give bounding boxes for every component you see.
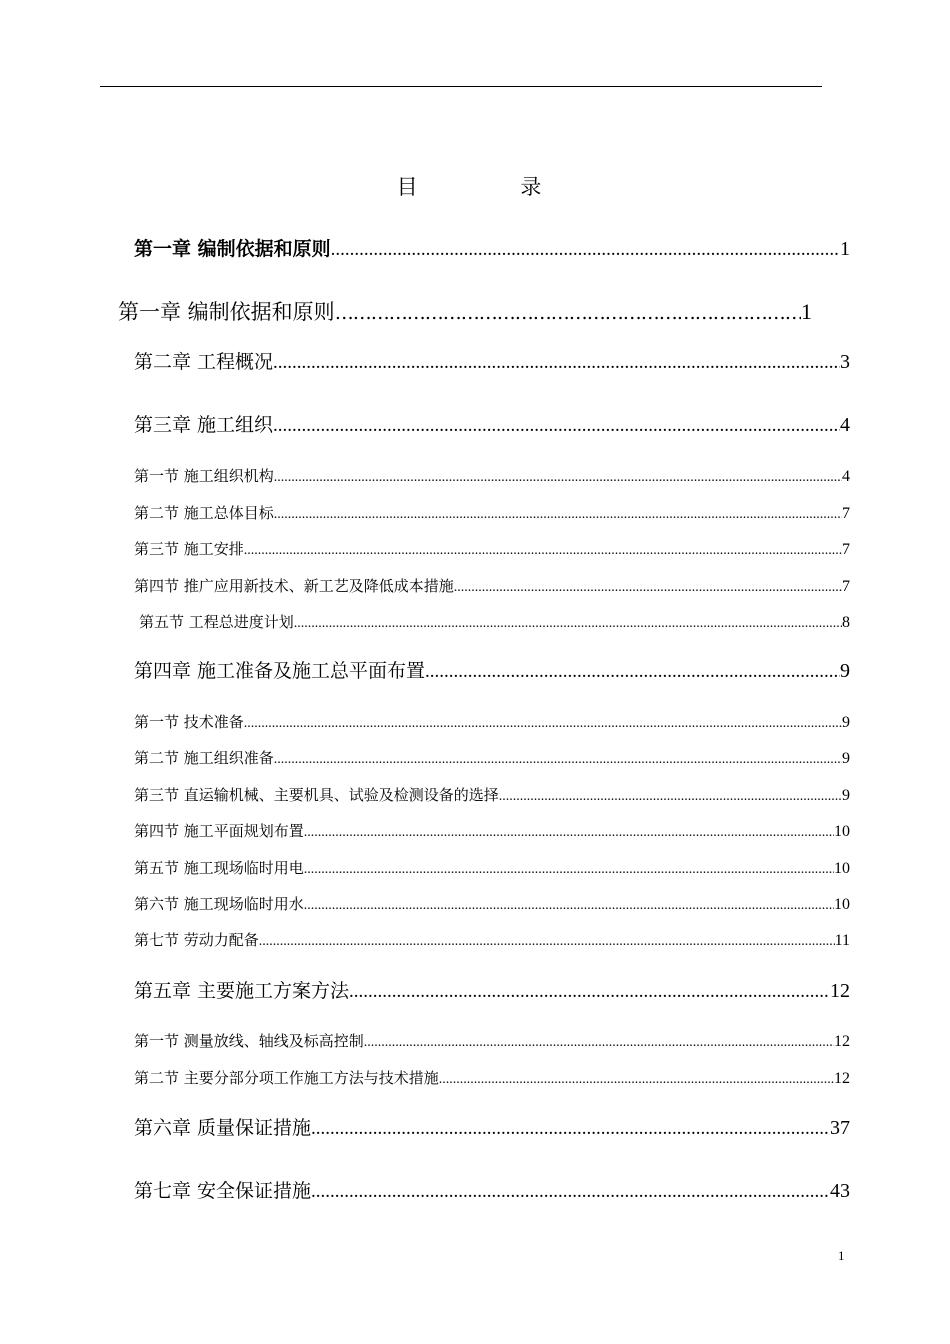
toc-entry-page: 37 [830, 1117, 850, 1139]
toc-leader-dots [244, 713, 842, 735]
toc-entry-label: 第六章 质量保证措施 [134, 1117, 312, 1139]
toc-leader-dots [454, 577, 842, 599]
toc-entry-chapter-1[interactable] [134, 235, 850, 264]
toc-entry-label: 第七章 安全保证措施 [134, 1180, 312, 1202]
toc-entry-section-5-1[interactable] [134, 1030, 850, 1054]
toc-entry-chapter-3[interactable] [134, 411, 850, 440]
toc-leader-dots [294, 613, 842, 635]
toc-entry-label: 第一节 测量放线、轴线及标高控制 [134, 1032, 364, 1050]
toc-entry-page: 12 [834, 1033, 850, 1050]
toc-entry-chapter-5[interactable] [134, 977, 850, 1006]
toc-leader-dots [274, 749, 842, 771]
toc-leader-dots [311, 1178, 830, 1206]
toc-entry-page: 12 [830, 980, 850, 1002]
toc-leader-dots [259, 931, 835, 953]
toc-entry-label: 第六节 施工现场临时用水 [134, 895, 304, 913]
toc-entry-label: 第五章 主要施工方案方法 [134, 980, 350, 1002]
toc-entry-label: 第五节 工程总进度计划 [139, 613, 294, 631]
toc-leader-dots [244, 540, 842, 562]
toc-entry-page: 3 [840, 351, 850, 373]
toc-entry-label: 第一节 技术准备 [134, 713, 244, 731]
toc-entry-label: 第二章 工程概况 [134, 351, 274, 373]
toc-entry-section-5-2[interactable] [134, 1067, 850, 1091]
toc-entry-page: 7 [842, 505, 850, 522]
toc-entry-page: 10 [834, 823, 850, 840]
toc-leader-dots [274, 504, 842, 526]
toc-entry-label: 第一章 编制依据和原则 [134, 238, 331, 260]
toc-title: 目 录 [396, 175, 590, 199]
toc-leader-dots [331, 236, 840, 264]
toc-entry-chapter-4[interactable] [134, 657, 850, 686]
toc-entry-label: 第一节 施工组织机构 [134, 467, 274, 485]
toc-leader-dots [311, 1115, 830, 1143]
toc-entry-page: 7 [842, 541, 850, 558]
toc-entry-label: 第四节 施工平面规划布置 [134, 822, 304, 840]
toc-leader-dots [304, 895, 834, 917]
toc-entry-section-3-5[interactable] [139, 611, 850, 635]
toc-entry-chapter-2[interactable] [134, 348, 850, 377]
toc-entry-label: 第二节 主要分部分项工作施工方法与技术措施 [134, 1069, 439, 1087]
toc-entry-page: 4 [842, 468, 850, 485]
toc-entry-page: 4 [840, 414, 850, 436]
header-rule [100, 86, 822, 87]
toc-entry-section-4-3[interactable] [134, 784, 850, 808]
toc-entry-page: 11 [834, 932, 850, 949]
toc-entry-label: 第四节 推广应用新技术、新工艺及降低成本措施 [134, 577, 454, 595]
toc-entry-label: 第五节 施工现场临时用电 [134, 859, 304, 877]
toc-entry-page: 1 [840, 238, 850, 260]
toc-entry-label: 第一章 编制依据和原则 [118, 300, 335, 324]
toc-entry-chapter-7[interactable] [134, 1177, 850, 1206]
toc-leader-dots [304, 822, 834, 844]
toc-leader-dots [304, 859, 834, 881]
toc-entry-label: 第三节 施工安排 [134, 540, 244, 558]
toc-entry-label: 第二节 施工总体目标 [134, 504, 274, 522]
toc-leader-dots [499, 786, 842, 808]
toc-entry-section-3-3[interactable] [134, 538, 850, 562]
toc-leader-dots [425, 658, 840, 686]
toc-entry-label: 第三节 直运输机械、主要机具、试验及检测设备的选择 [134, 786, 499, 804]
toc-entry-section-4-4[interactable] [134, 820, 850, 844]
toc-entry-page: 8 [842, 614, 850, 631]
toc-entry-page: 7 [842, 578, 850, 595]
toc-entry-label: 第二节 施工组织准备 [134, 749, 274, 767]
toc-entry-page: 10 [834, 896, 850, 913]
toc-leader-dots [335, 298, 801, 328]
toc-entry-section-4-6[interactable] [134, 893, 850, 917]
footer-page-number: 1 [838, 1248, 845, 1263]
toc-entry-label: 第四章 施工准备及施工总平面布置 [134, 660, 426, 682]
toc-leader-dots [273, 349, 840, 377]
toc-entry-page: 1 [801, 299, 812, 324]
toc-entry-page: 10 [834, 860, 850, 877]
toc-entry-section-4-7[interactable] [134, 929, 850, 953]
toc-entry-section-3-4[interactable] [134, 575, 850, 599]
toc-entry-label: 第七节 劳动力配备 [134, 931, 259, 949]
toc-entry-page: 9 [842, 787, 850, 804]
toc-entry-section-4-2[interactable] [134, 747, 850, 771]
toc-entry-chapter-1-alt[interactable] [118, 297, 812, 328]
toc-entry-page: 9 [840, 660, 850, 682]
toc-entry-section-3-2[interactable] [134, 502, 850, 526]
toc-entry-page: 43 [830, 1180, 850, 1202]
toc-entry-section-4-1[interactable] [134, 711, 850, 735]
toc-entry-page: 9 [842, 714, 850, 731]
toc-entry-section-4-5[interactable] [134, 857, 850, 881]
toc-entry-label: 第三章 施工组织 [134, 414, 274, 436]
toc-entry-page: 9 [842, 750, 850, 767]
toc-entry-section-3-1[interactable] [134, 465, 850, 489]
toc-entry-page: 12 [834, 1070, 850, 1087]
toc-entry-chapter-6[interactable] [134, 1114, 850, 1143]
toc-leader-dots [273, 412, 840, 440]
toc-leader-dots [364, 1032, 834, 1054]
toc-leader-dots [349, 978, 830, 1006]
toc-leader-dots [439, 1069, 834, 1091]
toc-leader-dots [274, 467, 842, 489]
